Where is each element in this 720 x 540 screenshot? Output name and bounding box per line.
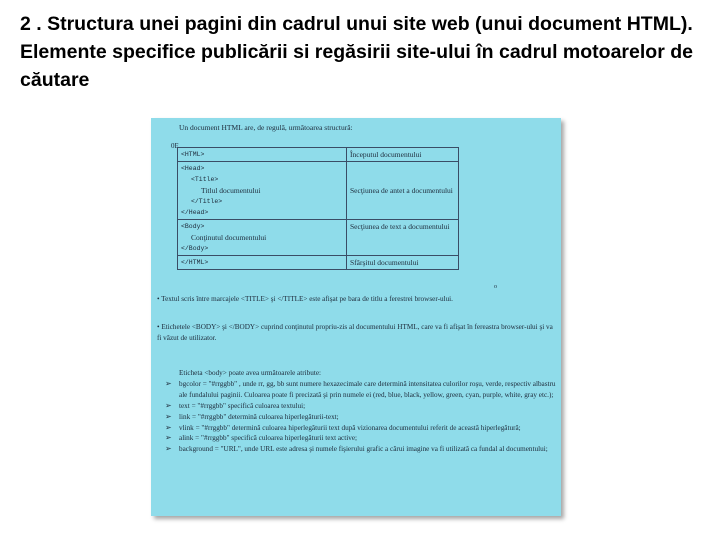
- code-line: Titlul documentului: [201, 186, 261, 195]
- code-line: </HTML>: [181, 259, 209, 266]
- description: Începutul documentului: [350, 150, 422, 159]
- code-line: <Body>: [181, 223, 205, 230]
- description: Secţiunea de text a documentului: [350, 222, 450, 231]
- scanned-page: [151, 118, 561, 516]
- code-line: <Head>: [181, 165, 205, 172]
- list-item: ➢ text = "#rrggbb" specifică culoarea textului;: [165, 400, 306, 410]
- code-line: Conţinutul documentului: [191, 233, 267, 242]
- description: Secţiunea de antet a documentului: [350, 186, 453, 195]
- intro-text: Un document HTML are, de regulă, următoarea structură:: [179, 123, 353, 132]
- attribute-list-heading: Eticheta <body> poate avea următoarele atribute:: [179, 369, 322, 377]
- tag-marker: 0E: [171, 142, 179, 150]
- table-row: [178, 256, 459, 270]
- code-line: <HTML>: [181, 151, 205, 158]
- arrow-bullet-icon: ➢: [165, 444, 172, 454]
- attribute-list: [165, 368, 557, 455]
- html-structure-table: [177, 147, 459, 270]
- code-line: </Head>: [181, 209, 209, 216]
- paragraph-body: • Etichetele <BODY> şi </BODY> cuprind conţinutul propriu-zis al documentului HTML, care va fi afişat în fereastra browser-ului şi va fi văzut de utilizator.: [157, 323, 553, 342]
- list-item: ➢ link = "#rrggbb" determină culoarea hiperlegăturii-text;: [165, 411, 339, 421]
- list-item: ➢ background = "URL", unde URL este adresa şi numele fişierului grafic a cărui imagine va fi utilizată ca fundal al documentului;: [165, 444, 548, 454]
- list-item: ➢ bgcolor = "#rrggbb" , unde rr, gg, bb sunt numere hexazecimale care determină intensitatea culorilor roşu, verde, respectiv albastru ale fundalului paginii. Culoarea poate fi precizată şi prin numele ei (red, blue, black, yellow, green, cyan, purple, white, gray etc.);: [165, 378, 556, 399]
- arrow-bullet-icon: ➢: [165, 400, 172, 410]
- end-mark: o: [494, 284, 497, 290]
- slide-title: 2 . Structura unei pagini din cadrul unui site web (unui document HTML). Elemente specifice publicării si regăsirii site-ului în cadrul motoarelor de căutare: [20, 13, 693, 91]
- table-row: [178, 162, 459, 220]
- description: Sfârşitul documentului: [350, 258, 419, 267]
- arrow-bullet-icon: ➢: [165, 422, 172, 432]
- arrow-bullet-icon: ➢: [165, 411, 172, 421]
- code-line: </Title>: [191, 198, 223, 205]
- arrow-bullet-icon: ➢: [165, 378, 172, 388]
- list-item: ➢ alink = "#rrggbb" specifică culoarea hiperlegăturii text active;: [165, 433, 358, 443]
- list-item: ➢ vlink = "#rrggbb" determină culoarea hiperlegăturii text după vizionarea documentului referit de această hiperlegătură;: [165, 422, 521, 432]
- code-line: </Body>: [181, 245, 209, 252]
- table-row: [178, 220, 459, 256]
- arrow-bullet-icon: ➢: [165, 433, 172, 443]
- paragraph-title: • Textul scris între marcajele <TITLE> şi </TITLE> este afişat pe bara de titlu a ferestrei browser-ului.: [157, 295, 453, 303]
- table-row: [178, 148, 459, 162]
- code-line: <Title>: [191, 176, 219, 183]
